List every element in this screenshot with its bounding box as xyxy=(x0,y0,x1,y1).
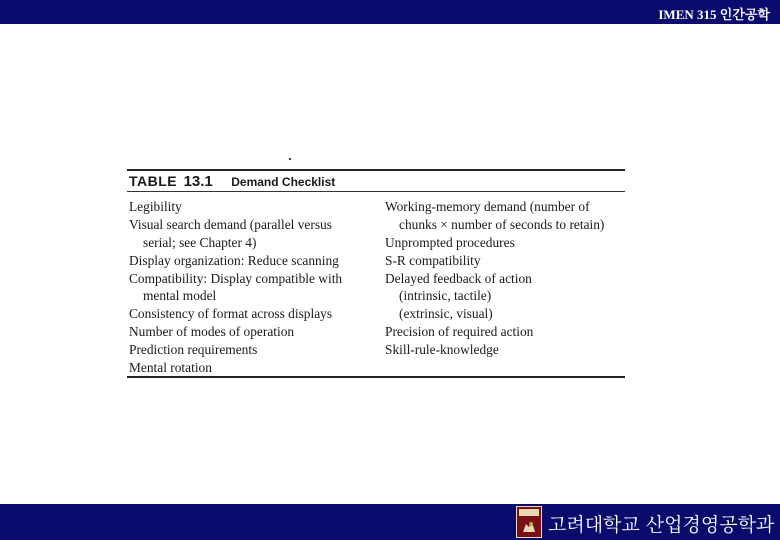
checklist-item: chunks × number of seconds to retain) xyxy=(399,216,605,232)
table-caption xyxy=(129,173,335,191)
checklist-item: Visual search demand (parallel versus xyxy=(129,216,332,232)
checklist-item: S-R compatibility xyxy=(385,252,481,268)
checklist-item: Unprompted procedures xyxy=(385,234,515,250)
tiger-icon xyxy=(521,518,537,534)
table-label: TABLE xyxy=(129,173,178,189)
checklist-item: Precision of required action xyxy=(385,324,534,340)
table-number: 13.1 xyxy=(183,173,213,190)
checklist-item: mental model xyxy=(143,288,217,304)
left-column xyxy=(129,198,379,377)
university-crest-icon xyxy=(516,506,542,538)
demand-checklist-table xyxy=(127,158,625,380)
crest-banner xyxy=(519,509,539,516)
table-header-rule xyxy=(127,191,625,192)
checklist-item: Number of modes of operation xyxy=(129,324,295,340)
checklist-item: Mental rotation xyxy=(129,360,212,376)
checklist-item: Skill-rule-knowledge xyxy=(385,342,499,358)
scan-speck xyxy=(289,158,291,160)
checklist-item: Display organization: Reduce scanning xyxy=(129,252,339,268)
checklist-item: serial; see Chapter 4) xyxy=(143,234,257,250)
checklist-item: Delayed feedback of action xyxy=(385,270,532,286)
checklist-item: Legibility xyxy=(129,199,182,214)
checklist-item: (intrinsic, tactile) xyxy=(399,288,492,304)
table-title: Demand Checklist xyxy=(231,175,336,189)
header-bar xyxy=(0,0,780,24)
checklist-item: (extrinsic, visual) xyxy=(399,306,493,322)
table-top-rule xyxy=(127,169,625,171)
right-column xyxy=(385,198,625,359)
checklist-item: Compatibility: Display compatible with xyxy=(129,270,343,286)
course-title: IMEN 315 인간공학 xyxy=(658,7,770,22)
table-bottom-rule xyxy=(127,376,625,378)
checklist-item: Consistency of format across displays xyxy=(129,306,333,322)
department-name: 고려대학교 산업경영공학과 xyxy=(548,514,775,536)
checklist-item: Prediction requirements xyxy=(129,342,258,358)
checklist-item: Working-memory demand (number of xyxy=(385,199,590,214)
